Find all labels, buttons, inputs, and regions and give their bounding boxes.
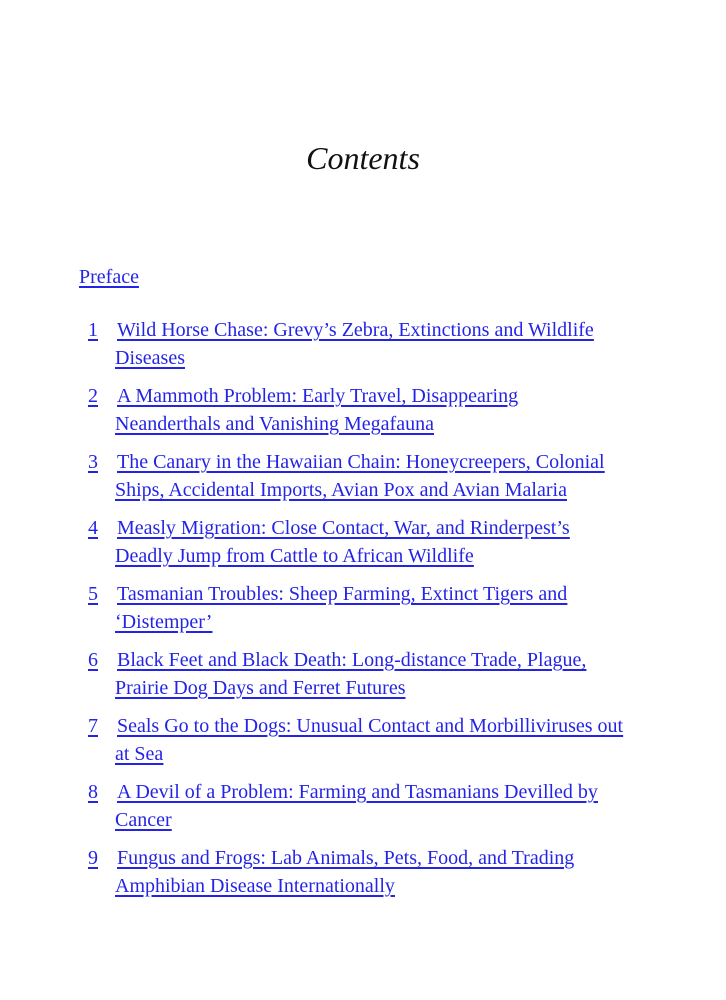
chapter-title-line: Black Feet and Black Death: Long-distance Trade, Plague,: [117, 649, 587, 671]
toc-link-chapter-4[interactable]: [88, 514, 688, 570]
chapter-title-line: A Devil of a Problem: Farming and Tasmanians Devilled by: [117, 781, 598, 803]
chapter-title-line: Prairie Dog Days and Ferret Futures: [115, 677, 406, 699]
chapter-title-line: Seals Go to the Dogs: Unusual Contact and Morbilliviruses out: [117, 715, 624, 737]
toc-entry: [88, 514, 688, 580]
chapter-title-line: Cancer: [115, 809, 172, 831]
toc-entry: [88, 646, 688, 712]
chapter-title-line: Wild Horse Chase: Grevy’s Zebra, Extinctions and Wildlife: [117, 319, 594, 341]
toc-link-chapter-1[interactable]: [88, 316, 688, 372]
chapter-title-line: The Canary in the Hawaiian Chain: Honeycreepers, Colonial: [117, 451, 605, 473]
chapter-number: 8: [88, 781, 98, 803]
toc-link-chapter-5[interactable]: [88, 580, 688, 636]
chapter-number: 4: [88, 517, 98, 539]
chapter-title-line: Diseases: [115, 347, 185, 369]
toc-link-chapter-7[interactable]: [88, 712, 688, 768]
chapter-title-line: Fungus and Frogs: Lab Animals, Pets, Food, and Trading: [117, 847, 575, 869]
chapter-title-line: ‘Distemper’: [115, 611, 213, 633]
toc-entry: [88, 778, 688, 844]
chapter-number: 6: [88, 649, 98, 671]
toc-entry: [88, 316, 688, 382]
toc-link-chapter-2[interactable]: [88, 382, 688, 438]
chapter-title-line: Measly Migration: Close Contact, War, and Rinderpest’s: [117, 517, 570, 539]
chapter-number: 7: [88, 715, 98, 737]
toc-entry: [88, 844, 688, 910]
toc-link-chapter-9[interactable]: [88, 844, 688, 900]
toc-entry: [88, 580, 688, 646]
chapter-title-line: Tasmanian Troubles: Sheep Farming, Extinct Tigers and: [117, 583, 568, 605]
toc-link-preface[interactable]: Preface: [79, 266, 139, 288]
chapter-number: 2: [88, 385, 98, 407]
chapter-number: 1: [88, 319, 98, 341]
chapter-title-line: at Sea: [115, 743, 164, 765]
chapter-number: 3: [88, 451, 98, 473]
chapter-title-line: Amphibian Disease Internationally: [115, 875, 395, 897]
chapter-title-line: A Mammoth Problem: Early Travel, Disappearing: [117, 385, 519, 407]
chapter-title-line: Ships, Accidental Imports, Avian Pox and Avian Malaria: [115, 479, 567, 501]
chapter-title-line: Neanderthals and Vanishing Megafauna: [115, 413, 434, 435]
page-title: Contents: [306, 140, 420, 176]
chapter-number: 9: [88, 847, 98, 869]
toc-entry: [88, 382, 688, 448]
chapter-number: 5: [88, 583, 98, 605]
toc-entry: [88, 712, 688, 778]
table-of-contents: [88, 316, 688, 910]
toc-link-chapter-8[interactable]: [88, 778, 688, 834]
toc-entry: [88, 448, 688, 514]
chapter-title-line: Deadly Jump from Cattle to African Wildlife: [115, 545, 474, 567]
toc-link-chapter-6[interactable]: [88, 646, 688, 702]
toc-link-chapter-3[interactable]: [88, 448, 688, 504]
